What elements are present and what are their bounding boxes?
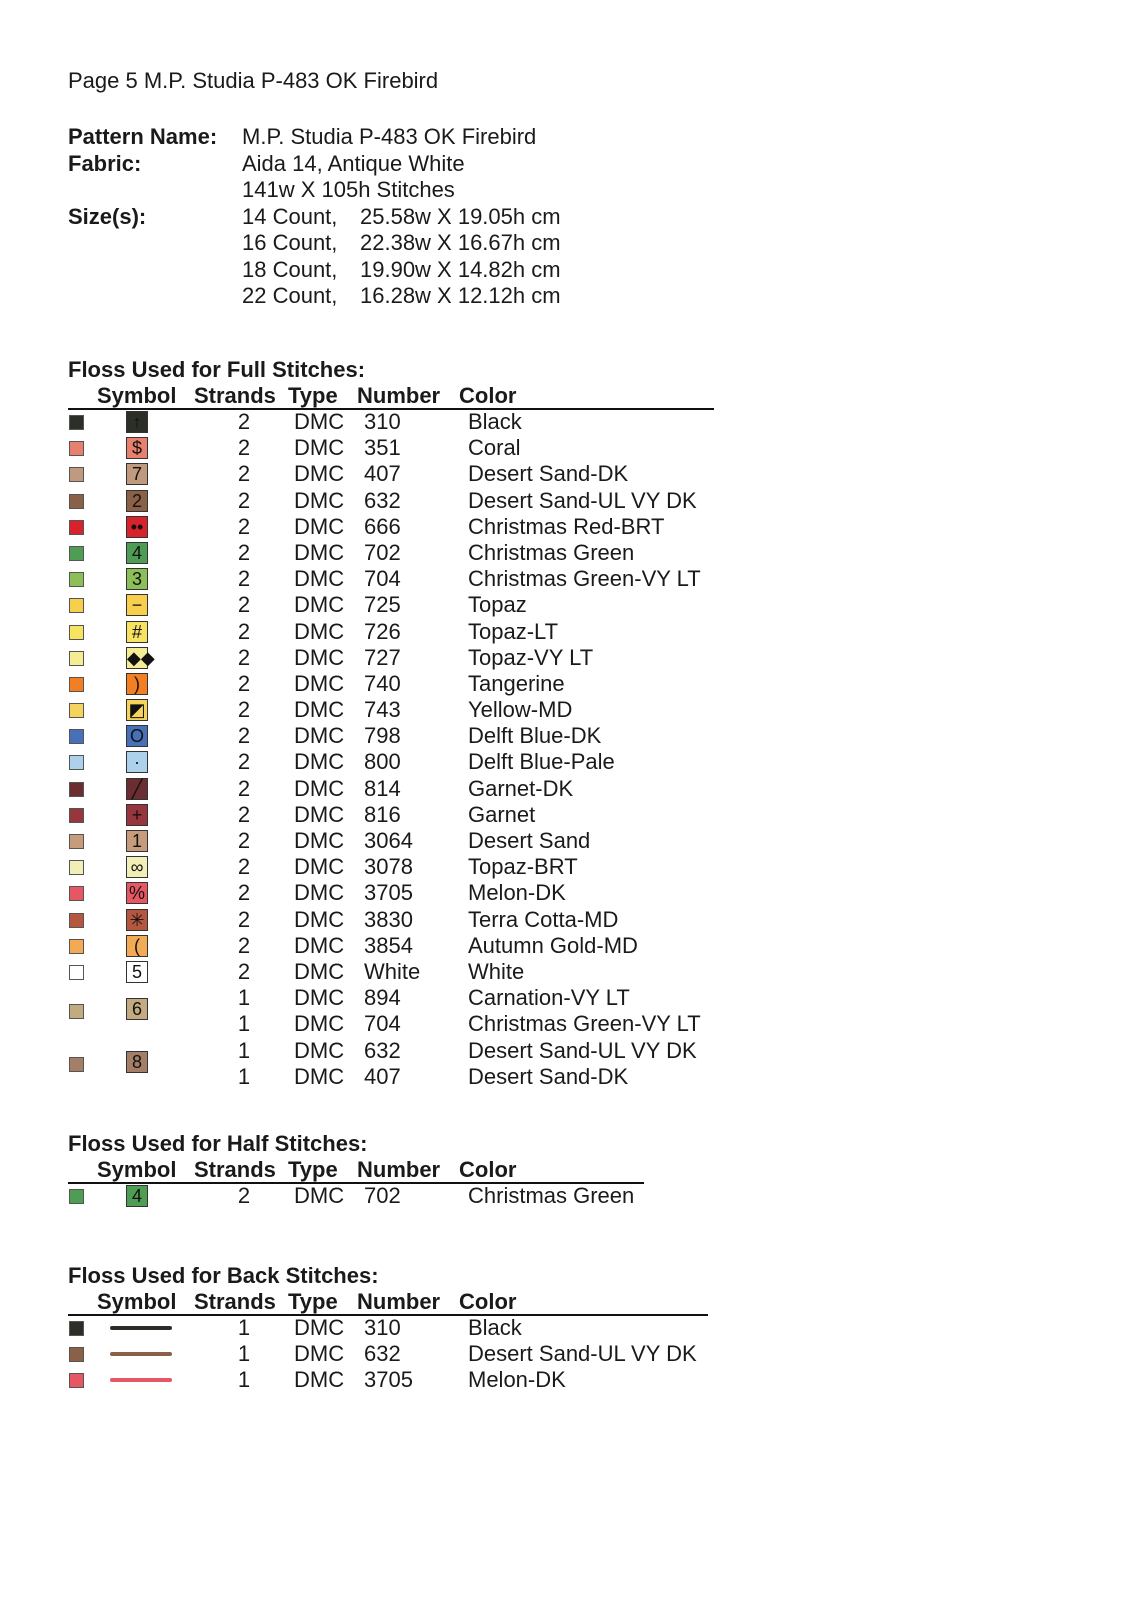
column-symbol: Symbol [97, 383, 177, 408]
blend-row [68, 985, 701, 1037]
column-symbol: Symbol [97, 1157, 177, 1182]
stitch-symbol: 7 [126, 463, 148, 485]
strands-cell: 2 [237, 932, 251, 958]
strands-cell: 2 [237, 854, 251, 880]
strands-cell: 2 [237, 906, 251, 932]
stitch-symbol: 1 [126, 830, 148, 852]
color-swatch [69, 913, 84, 928]
stitch-count: 141w X 105h Stitches [242, 177, 455, 202]
size-line [242, 230, 561, 257]
strands-cell: 2 [237, 409, 251, 434]
stitch-symbol: · [126, 751, 148, 773]
stitch-symbol: % [126, 882, 148, 904]
type-cell: DMC [294, 775, 345, 801]
color-swatch [69, 415, 84, 430]
type-cell: DMC [294, 592, 345, 618]
column-type: Type [288, 1289, 338, 1314]
half-stitches-table [68, 1183, 635, 1209]
floss-row [68, 513, 665, 540]
number-cell: White [364, 958, 421, 984]
backstitch-row [68, 1367, 566, 1393]
blend-thread-line [68, 1063, 629, 1090]
pattern-name-label: Pattern Name: [68, 124, 218, 149]
color-name-cell: Coral [468, 435, 521, 461]
color-name-cell: Black [468, 1315, 522, 1340]
type-cell: DMC [294, 723, 345, 749]
type-cell: DMC [294, 670, 345, 696]
size-dims: 19.90w X 14.82h cm [360, 256, 561, 282]
floss-row [68, 958, 525, 985]
color-swatch [69, 965, 84, 980]
floss-row [68, 644, 594, 671]
strands-cell: 1 [237, 1063, 251, 1089]
sizes-label: Size(s): [68, 203, 147, 229]
color-name-cell: Christmas Red-BRT [468, 513, 665, 539]
fabric-label: Fabric: [68, 150, 142, 176]
half-stitches-section [68, 1131, 635, 1209]
type-cell: DMC [294, 435, 345, 461]
color-swatch [69, 625, 84, 640]
color-swatch [69, 1373, 84, 1388]
type-cell: DMC [294, 880, 345, 906]
number-cell: 725 [364, 592, 401, 618]
half-table-header [68, 1157, 517, 1183]
color-name-cell: Melon-DK [468, 880, 566, 906]
pattern-info [68, 124, 561, 310]
backstitch-line-sample [110, 1352, 172, 1356]
strands-cell: 2 [237, 749, 251, 775]
floss-row [68, 801, 536, 828]
pattern-name-value: M.P. Studia P-483 OK Firebird [242, 124, 537, 149]
number-cell: 351 [364, 435, 401, 461]
floss-row [68, 670, 565, 697]
number-cell: 704 [364, 1011, 401, 1037]
number-cell: 407 [364, 461, 401, 487]
color-name-cell: Christmas Green-VY LT [468, 1011, 701, 1037]
color-swatch [69, 755, 84, 770]
strands-cell: 2 [237, 880, 251, 906]
floss-row [68, 828, 591, 854]
column-color: Color [459, 1289, 517, 1314]
color-name-cell: Garnet-DK [468, 775, 574, 801]
type-cell: DMC [294, 749, 345, 775]
stitch-symbol: ╱ [126, 778, 148, 800]
color-name-cell: Christmas Green [468, 1183, 635, 1208]
stitch-symbol: ∞ [126, 856, 148, 878]
type-cell: DMC [294, 1037, 345, 1063]
strands-cell: 2 [237, 958, 251, 984]
strands-cell: 2 [237, 801, 251, 827]
blend-thread-line [68, 1037, 697, 1064]
color-name-cell: Topaz-VY LT [468, 644, 594, 670]
number-cell: 632 [364, 1341, 401, 1367]
floss-row [68, 1183, 635, 1209]
color-name-cell: White [468, 958, 525, 984]
blend-thread-line [68, 985, 630, 1011]
number-cell: 727 [364, 644, 401, 670]
color-swatch [69, 546, 84, 561]
number-cell: 800 [364, 749, 401, 775]
type-cell: DMC [294, 906, 345, 932]
stitch-symbol: 6 [126, 998, 148, 1020]
number-cell: 632 [364, 1037, 401, 1063]
color-name-cell: Carnation-VY LT [468, 985, 630, 1011]
floss-row [68, 487, 697, 514]
strands-cell: 1 [237, 1011, 251, 1037]
type-cell: DMC [294, 1063, 345, 1089]
color-swatch [69, 441, 84, 456]
color-swatch [69, 1189, 84, 1204]
backstitch-line-sample [110, 1326, 172, 1330]
number-cell: 814 [364, 775, 401, 801]
number-cell: 726 [364, 618, 401, 644]
color-name-cell: Desert Sand-DK [468, 461, 629, 487]
blend-row [68, 1037, 697, 1090]
number-cell: 632 [364, 487, 401, 513]
type-cell: DMC [294, 1183, 345, 1208]
stitch-symbol: − [126, 594, 148, 616]
stitch-symbol: O [126, 725, 148, 747]
type-cell: DMC [294, 566, 345, 592]
color-swatch [69, 1347, 84, 1362]
color-name-cell: Terra Cotta-MD [468, 906, 619, 932]
color-name-cell: Christmas Green-VY LT [468, 566, 701, 592]
number-cell: 894 [364, 985, 401, 1011]
color-name-cell: Black [468, 409, 522, 434]
color-swatch [69, 598, 84, 613]
type-cell: DMC [294, 854, 345, 880]
color-name-cell: Topaz-LT [468, 618, 559, 644]
color-swatch [69, 939, 84, 954]
column-color: Color [459, 1157, 517, 1182]
type-cell: DMC [294, 487, 345, 513]
stitch-symbol: ◆◆ [127, 647, 155, 668]
color-swatch [69, 808, 84, 823]
strands-cell: 2 [237, 435, 251, 461]
stitch-symbol: # [126, 621, 148, 643]
strands-cell: 2 [237, 670, 251, 696]
column-type: Type [288, 1157, 338, 1182]
color-name-cell: Desert Sand [468, 828, 591, 853]
full-table-header [68, 383, 517, 409]
strands-cell: 2 [237, 828, 251, 853]
strands-cell: 1 [237, 1037, 251, 1063]
half-stitches-title: Floss Used for Half Stitches: [68, 1131, 368, 1156]
floss-row [68, 880, 566, 906]
color-name-cell: Topaz [468, 592, 527, 618]
type-cell: DMC [294, 409, 345, 434]
number-cell: 816 [364, 801, 401, 827]
full-stitches-title: Floss Used for Full Stitches: [68, 357, 366, 382]
strands-cell: 2 [237, 697, 251, 723]
type-cell: DMC [294, 618, 345, 644]
number-cell: 407 [364, 1063, 401, 1089]
stitch-symbol: ↑ [126, 411, 148, 433]
type-cell: DMC [294, 985, 345, 1011]
strands-cell: 1 [237, 1367, 251, 1393]
size-dims: 22.38w X 16.67h cm [360, 230, 561, 255]
strands-cell: 2 [237, 539, 251, 565]
color-swatch [69, 886, 84, 901]
strands-cell: 2 [237, 618, 251, 644]
type-cell: DMC [294, 697, 345, 723]
stitch-symbol: ✳ [126, 909, 148, 931]
floss-row [68, 723, 602, 749]
size-dims: 25.58w X 19.05h cm [360, 203, 561, 229]
color-swatch [69, 782, 84, 797]
size-dims: 16.28w X 12.12h cm [360, 283, 561, 308]
color-swatch [69, 834, 84, 849]
page-header: Page 5 M.P. Studia P-483 OK Firebird [68, 68, 439, 93]
color-name-cell: Autumn Gold-MD [468, 932, 638, 958]
column-strands: Strands [194, 1157, 276, 1182]
color-name-cell: Tangerine [468, 670, 565, 696]
column-number: Number [357, 383, 441, 408]
size-count: 14 Count, [242, 203, 338, 229]
type-cell: DMC [294, 644, 345, 670]
color-name-cell: Delft Blue-Pale [468, 749, 615, 775]
floss-row [68, 409, 522, 435]
backstitch-line-sample [110, 1378, 172, 1382]
floss-row [68, 697, 573, 723]
backstitch-row [68, 1341, 697, 1367]
number-cell: 3854 [364, 932, 413, 958]
floss-row [68, 461, 629, 487]
strands-cell: 2 [237, 1183, 251, 1208]
size-count: 22 Count, [242, 283, 338, 308]
color-name-cell: Desert Sand-UL VY DK [468, 487, 697, 513]
size-line [242, 204, 561, 231]
color-name-cell: Desert Sand-UL VY DK [468, 1341, 697, 1367]
floss-row [68, 854, 578, 880]
column-color: Color [459, 383, 517, 408]
size-count: 16 Count, [242, 230, 338, 255]
color-name-cell: Delft Blue-DK [468, 723, 602, 749]
column-symbol: Symbol [97, 1289, 177, 1314]
stitch-symbol: 3 [126, 568, 148, 590]
back-stitches-table [68, 1315, 697, 1394]
color-name-cell: Garnet [468, 801, 536, 827]
blend-thread-line [68, 1011, 701, 1037]
stitch-symbol: 4 [126, 1185, 148, 1207]
type-cell: DMC [294, 539, 345, 565]
number-cell: 310 [364, 409, 401, 434]
strands-cell: 1 [237, 985, 251, 1011]
number-cell: 3705 [364, 1367, 413, 1393]
stitch-symbol: ) [126, 673, 148, 695]
stitch-symbol: 4 [126, 542, 148, 564]
number-cell: 3705 [364, 880, 413, 906]
strands-cell: 2 [237, 513, 251, 539]
type-cell: DMC [294, 461, 345, 487]
fabric-value: Aida 14, Antique White [242, 150, 465, 176]
full-stitches-table [68, 409, 701, 1090]
stitch-symbol: $ [126, 437, 148, 459]
strands-cell: 2 [237, 775, 251, 801]
number-cell: 740 [364, 670, 401, 696]
color-name-cell: Melon-DK [468, 1367, 566, 1393]
stitch-symbol: + [126, 804, 148, 826]
number-cell: 704 [364, 566, 401, 592]
floss-row [68, 539, 635, 566]
strands-cell: 2 [237, 644, 251, 670]
stitch-symbol: •• [126, 516, 148, 538]
color-swatch [69, 1321, 84, 1336]
number-cell: 702 [364, 1183, 401, 1208]
color-name-cell: Desert Sand-DK [468, 1063, 629, 1089]
type-cell: DMC [294, 1315, 345, 1340]
color-swatch [69, 494, 84, 509]
type-cell: DMC [294, 513, 345, 539]
number-cell: 3830 [364, 906, 413, 932]
strands-cell: 1 [237, 1341, 251, 1367]
stitch-symbol: 8 [126, 1051, 148, 1073]
type-cell: DMC [294, 1011, 345, 1037]
column-number: Number [357, 1289, 441, 1314]
color-name-cell: Yellow-MD [468, 697, 573, 723]
strands-cell: 2 [237, 723, 251, 749]
floss-row [68, 435, 521, 461]
number-cell: 702 [364, 539, 401, 565]
full-stitches-section [68, 357, 701, 1090]
stitch-symbol: ◩ [126, 699, 148, 721]
strands-cell: 2 [237, 592, 251, 618]
color-swatch [69, 729, 84, 744]
column-type: Type [288, 383, 338, 408]
color-swatch [69, 467, 84, 482]
floss-row [68, 566, 701, 592]
type-cell: DMC [294, 1367, 345, 1393]
number-cell: 666 [364, 513, 401, 539]
strands-cell: 1 [237, 1315, 251, 1340]
type-cell: DMC [294, 932, 345, 958]
color-swatch [69, 572, 84, 587]
floss-row [68, 775, 574, 802]
number-cell: 743 [364, 697, 401, 723]
stitch-symbol: 5 [126, 961, 148, 983]
color-swatch [69, 860, 84, 875]
floss-row [68, 749, 615, 775]
strands-cell: 2 [237, 461, 251, 487]
size-count: 18 Count, [242, 256, 338, 282]
color-swatch [69, 703, 84, 718]
column-strands: Strands [194, 1289, 276, 1314]
color-swatch [69, 520, 84, 535]
floss-row [68, 906, 619, 933]
color-name-cell: Topaz-BRT [468, 854, 578, 880]
back-table-header [68, 1289, 517, 1315]
number-cell: 798 [364, 723, 401, 749]
backstitch-row [68, 1315, 522, 1341]
back-stitches-title: Floss Used for Back Stitches: [68, 1263, 379, 1288]
fabric-row [68, 151, 561, 204]
column-strands: Strands [194, 383, 276, 408]
back-stitches-section [68, 1263, 697, 1394]
type-cell: DMC [294, 801, 345, 827]
number-cell: 3078 [364, 854, 413, 880]
pattern-name-row [68, 124, 561, 151]
color-swatch [69, 677, 84, 692]
stitch-symbol: 2 [126, 490, 148, 512]
number-cell: 310 [364, 1315, 401, 1340]
color-name-cell: Christmas Green [468, 539, 635, 565]
type-cell: DMC [294, 1341, 345, 1367]
number-cell: 3064 [364, 828, 413, 853]
sizes-list [242, 204, 561, 310]
size-line [242, 283, 561, 310]
stitch-symbol: ( [126, 935, 148, 957]
strands-cell: 2 [237, 566, 251, 592]
floss-row [68, 592, 527, 618]
size-line [242, 257, 561, 284]
strands-cell: 2 [237, 487, 251, 513]
floss-row [68, 618, 559, 645]
column-number: Number [357, 1157, 441, 1182]
color-swatch [69, 651, 84, 666]
type-cell: DMC [294, 958, 345, 984]
type-cell: DMC [294, 828, 345, 853]
sizes-row [68, 204, 561, 310]
floss-row [68, 932, 638, 959]
color-name-cell: Desert Sand-UL VY DK [468, 1037, 697, 1063]
